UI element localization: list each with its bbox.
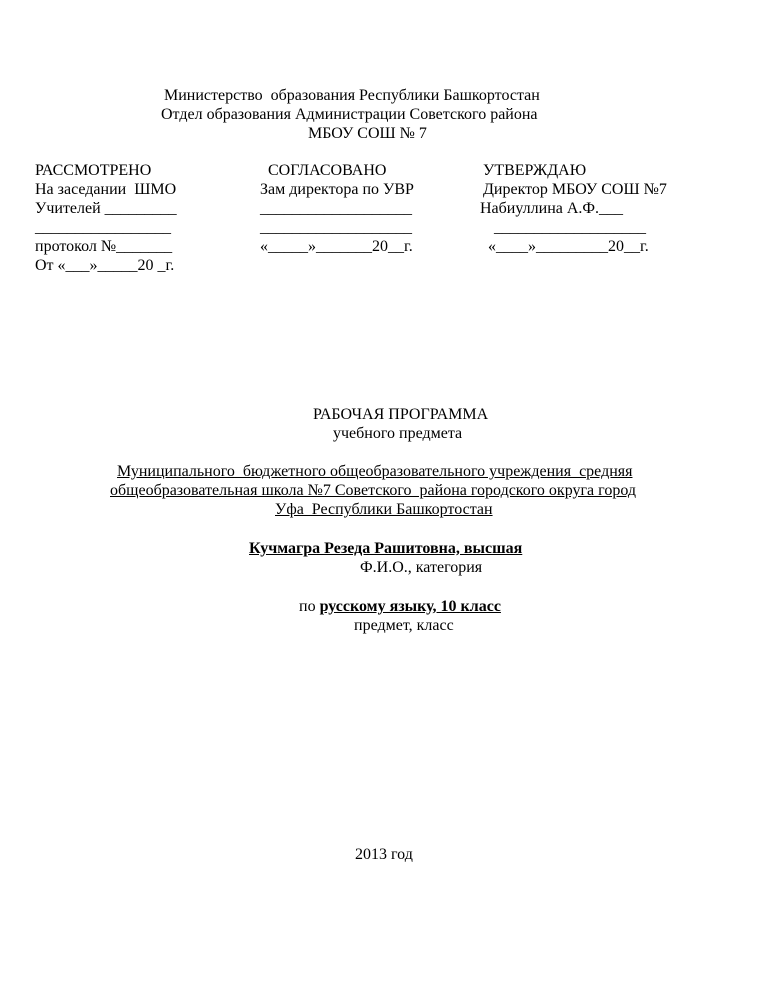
approved-line-4: «____»_________20__г. (488, 238, 649, 255)
teacher-name: Кучмагра Резеда Рашитовна, высшая (249, 540, 523, 557)
reviewed-line-5: От «___»_____20 _г. (35, 257, 175, 274)
subject-caption: предмет, класс (354, 617, 454, 634)
agreed-line-2: ___________________ (260, 200, 412, 217)
subject-name: русскому языку, 10 класс (319, 598, 501, 615)
reviewed-title: РАССМОТРЕНО (35, 162, 152, 179)
approved-line-2: Набиуллина А.Ф.___ (480, 200, 624, 217)
institution-line-3: Уфа Республики Башкортостан (275, 501, 493, 518)
ministry-name: Министерство образования Республики Башкортостан (164, 87, 540, 104)
agreed-line-4: «_____»_______20__г. (260, 238, 413, 255)
document-year: 2013 год (355, 846, 413, 863)
reviewed-line-3: _________________ (35, 219, 171, 236)
institution-line-2: общеобразовательная школа №7 Советского района городского округа город (110, 482, 636, 499)
teacher-caption: Ф.И.О., категория (360, 559, 483, 576)
reviewed-line-4: протокол №_______ (35, 238, 173, 255)
reviewed-line-2: Учителей _________ (35, 200, 177, 217)
subject-line (299, 597, 501, 617)
institution-line-1: Муниципального бюджетного общеобразовательного учреждения средняя (117, 463, 633, 480)
reviewed-line-1: На заседании ШМО (35, 181, 177, 198)
program-title: РАБОЧАЯ ПРОГРАММА (313, 406, 489, 423)
approved-line-1: Директор МБОУ СОШ №7 (483, 181, 667, 198)
program-subtitle: учебного предмета (333, 425, 463, 442)
agreed-line-1: Зам директора по УВР (260, 181, 414, 198)
subject-prefix: по (299, 598, 320, 615)
department-name: Отдел образования Администрации Советского района (161, 106, 538, 123)
approved-title: УТВЕРЖДАЮ (483, 162, 587, 179)
agreed-line-3: ___________________ (260, 219, 412, 236)
school-name: МБОУ СОШ № 7 (308, 125, 427, 142)
approved-line-3: ___________________ (494, 219, 646, 236)
agreed-title: СОГЛАСОВАНО (268, 162, 387, 179)
